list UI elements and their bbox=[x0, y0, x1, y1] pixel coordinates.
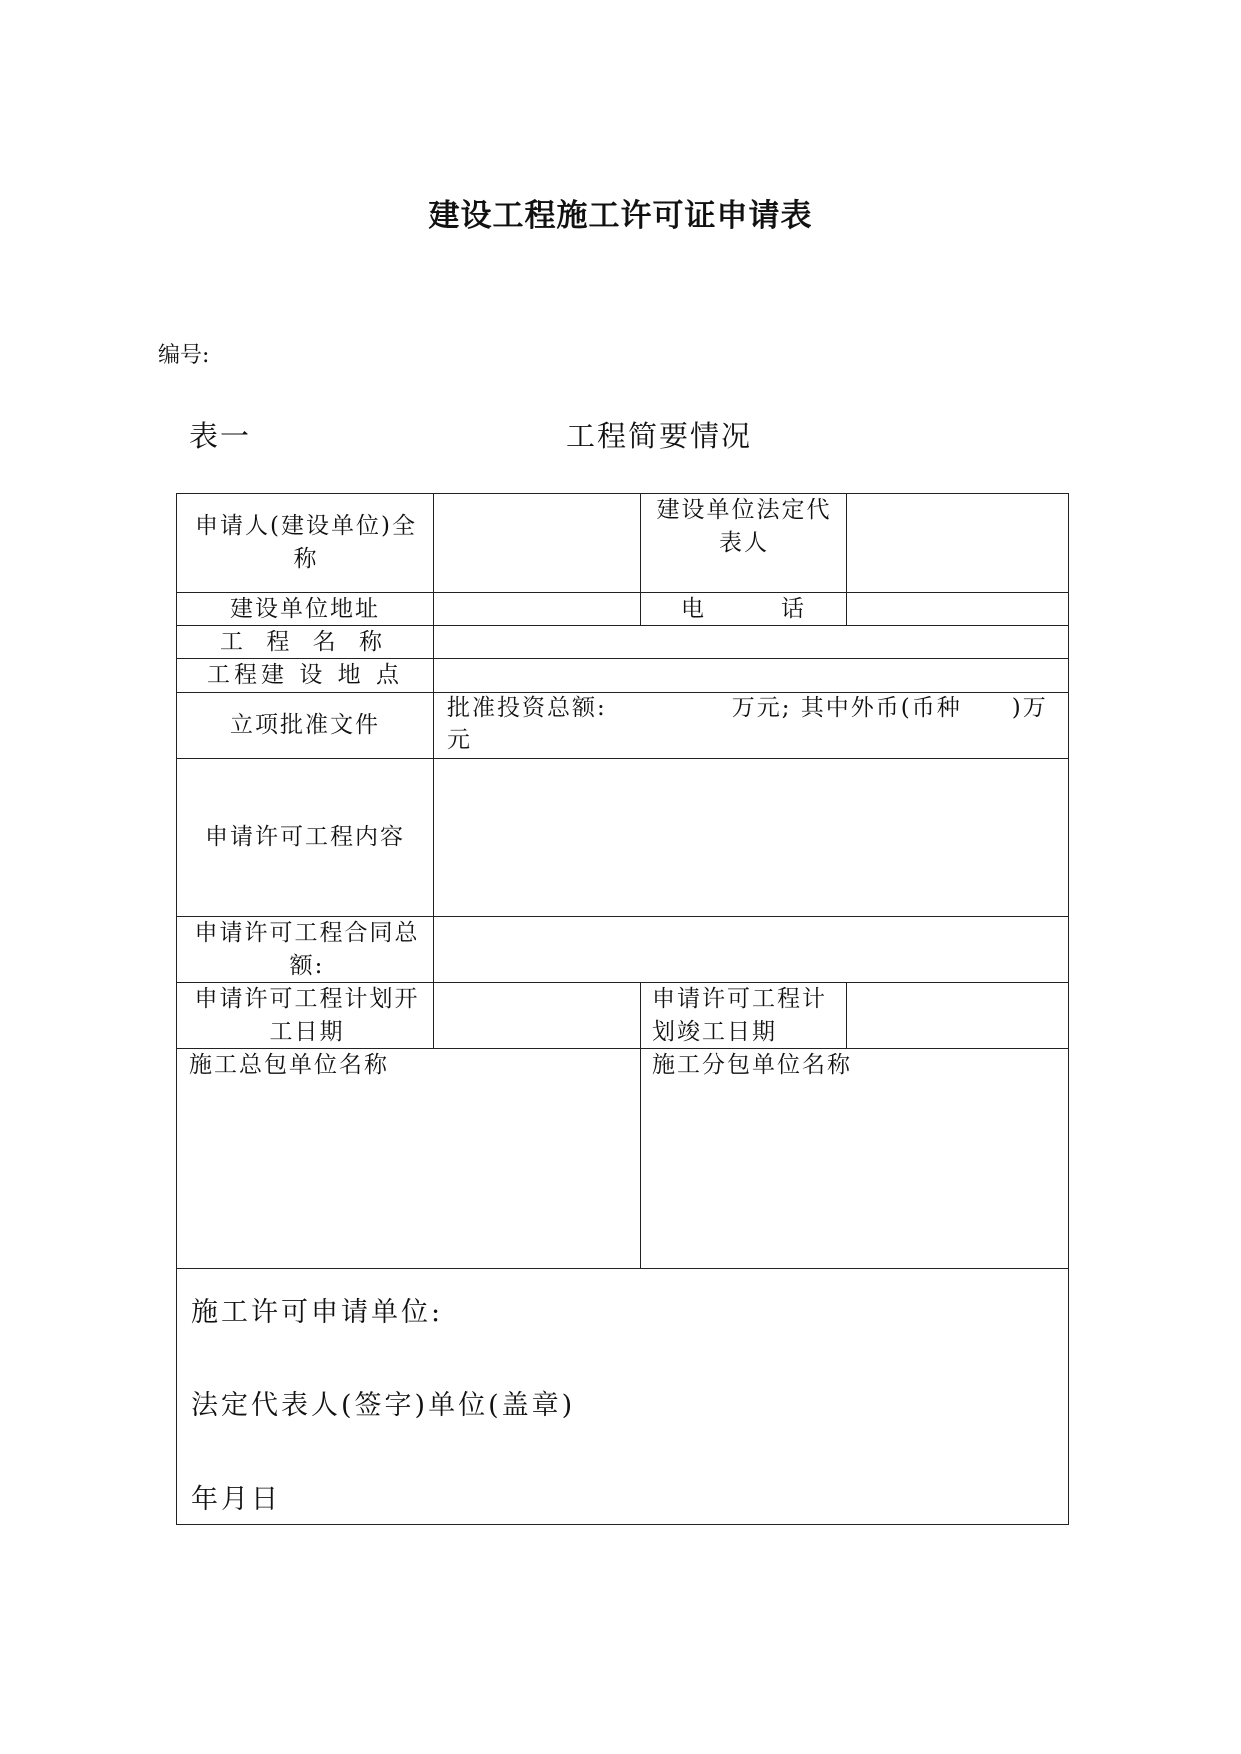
phone-label: 电 话 bbox=[681, 596, 806, 622]
date-label: 年月日 bbox=[191, 1484, 281, 1515]
column-divider bbox=[846, 494, 847, 625]
row-divider bbox=[177, 1268, 1068, 1269]
contract-amount-label: 申请许可工程合同总额: bbox=[194, 920, 420, 979]
general-contractor-label: 施工总包单位名称 bbox=[189, 1052, 389, 1078]
applicant-label: 申请人(建设单位)全称 bbox=[195, 513, 417, 572]
signature-seal-label: 法定代表人(签字)单位(盖章) bbox=[191, 1390, 576, 1421]
application-form-table bbox=[176, 493, 1069, 1525]
general-contractor-field[interactable] bbox=[179, 1084, 639, 1267]
project-name-label: 工 程 名 称 bbox=[220, 629, 390, 655]
legal-representative-field[interactable] bbox=[848, 495, 1067, 591]
investment-text: 批准投资总额: 万元; 其中外币(币种 )万元 bbox=[447, 695, 1048, 753]
document-number-label: 编号: bbox=[158, 343, 210, 368]
project-location-field[interactable] bbox=[435, 659, 1067, 690]
table-label: 表一 bbox=[189, 419, 252, 453]
planned-start-field[interactable] bbox=[435, 983, 639, 1047]
planned-start-label: 申请许可工程计划开工日期 bbox=[194, 986, 420, 1045]
table-title: 工程简要情况 bbox=[566, 419, 753, 453]
planned-finish-field[interactable] bbox=[848, 983, 1067, 1047]
approval-document-label: 立项批准文件 bbox=[230, 712, 380, 738]
column-divider bbox=[640, 982, 641, 1268]
address-label: 建设单位地址 bbox=[230, 596, 380, 622]
subcontractor-field[interactable] bbox=[642, 1084, 1067, 1267]
applicant-unit-label: 施工许可申请单位: bbox=[191, 1297, 444, 1328]
permit-content-label: 申请许可工程内容 bbox=[205, 824, 405, 850]
project-name-field[interactable] bbox=[435, 626, 1067, 657]
permit-content-field[interactable] bbox=[435, 759, 1067, 915]
column-divider bbox=[433, 494, 434, 1048]
subcontractor-label: 施工分包单位名称 bbox=[652, 1052, 852, 1078]
column-divider bbox=[846, 982, 847, 1048]
legal-representative-label: 建设单位法定代表人 bbox=[656, 497, 832, 556]
planned-finish-label: 申请许可工程计划竣工日期 bbox=[652, 986, 827, 1045]
document-title: 建设工程施工许可证申请表 bbox=[428, 198, 813, 234]
phone-field[interactable] bbox=[848, 593, 1067, 624]
address-field[interactable] bbox=[435, 593, 639, 624]
applicant-field[interactable] bbox=[435, 495, 639, 591]
project-location-label: 工程建 设 地 点 bbox=[207, 662, 403, 688]
contract-amount-field[interactable] bbox=[435, 917, 1067, 981]
